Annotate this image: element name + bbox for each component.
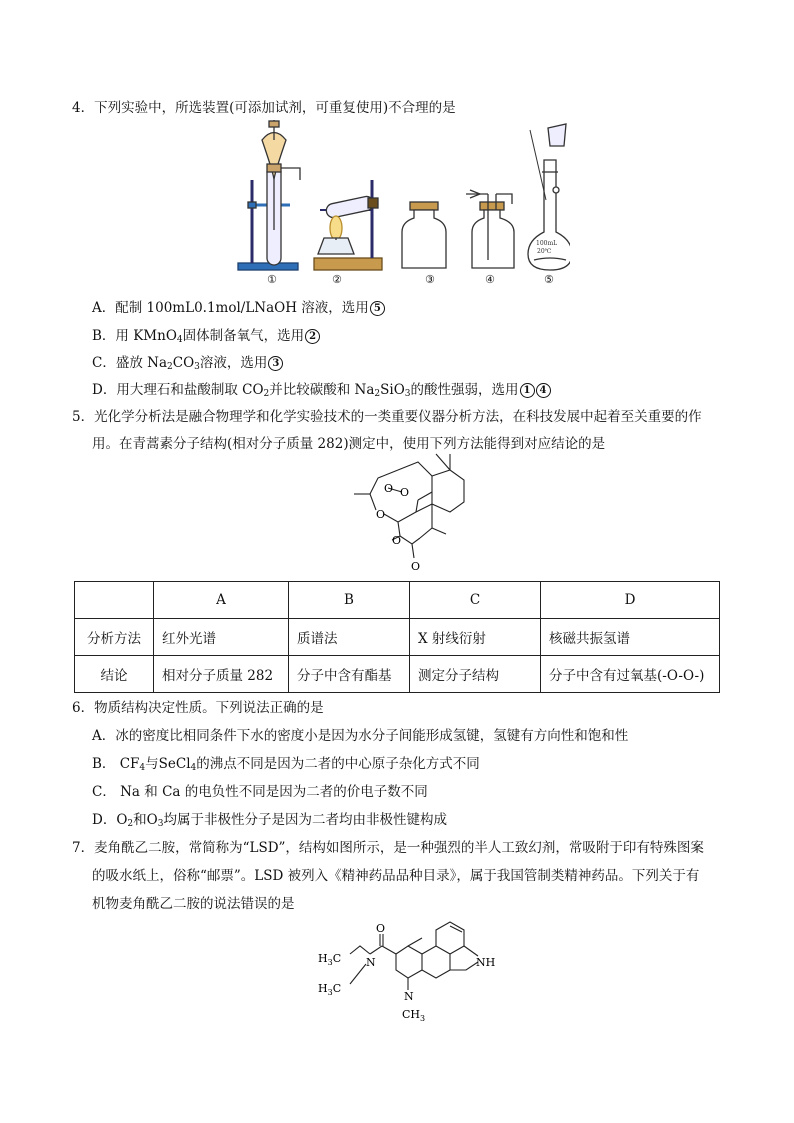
svg-text:O: O [411,560,421,573]
svg-text:O: O [376,922,386,935]
svg-text:O: O [384,482,394,495]
svg-text:NH: NH [476,956,496,969]
q5-stem-line2: 用。在青蒿素分子结构(相对分子质量 282)测定中，使用下列方法能得到对应结论的是 [92,436,606,452]
svg-text:O: O [400,486,410,499]
svg-text:100mL: 100mL [536,240,558,247]
apparatus-label-2: ② [332,273,342,286]
q6-option-c: C． Na 和 Ca 的电负性不同是因为二者的价电子数不同 [92,784,428,800]
q4-option-d: D．用大理石和盐酸制取 $CO_2$并比较碳酸和 $Na_2SiO_3$的酸性强弱，选用 1 4 [92,378,551,398]
q6-stem: 6．物质结构决定性质。下列说法正确的是 [72,700,324,716]
apparatus-label-4: ④ [485,273,495,286]
svg-text:N: N [404,990,414,1003]
apparatus-1 [238,120,300,270]
svg-text:O: O [376,508,386,521]
q7-line1: 7．麦角酰乙二胺，常简称为“LSD”，结构如图所示，是一种强烈的半人工致幻剂，常吸附于印有特殊图案 [72,840,704,856]
q4-option-c: C．盛放 $Na_2CO_3$溶液，选用 3 [92,351,283,371]
q4-option-a: A．配制 100mL0.1mol/LNaOH 溶液，选用 5 [92,296,385,316]
q6-option-b: B． $CF_4$与SeCl$_4$的沸点不同是因为二者的中心原子杂化方式不同 [92,756,480,773]
q5-stem-line1: 5．光化学分析法是融合物理学和化学实验技术的一类重要仪器分析方法，在科技发展中起着至关重要的作 [72,409,702,425]
apparatus-5 [528,124,570,270]
svg-text:N: N [366,956,376,969]
svg-text:O: O [392,534,402,547]
apparatus-3 [402,202,446,268]
q4-option-b: B．用 KMnO$_4$固体制备氧气，选用 2 [92,324,320,344]
q4-stem: 4．下列实验中，所选装置(可添加试剂，可重复使用)不合理的是 [72,100,456,116]
apparatus-label-3: ③ [425,273,435,286]
svg-text:H3C: $H_3C$ [318,952,342,967]
q5-table [74,581,720,693]
svg-text:CH3: $CH_3$ [402,1008,426,1022]
artemisinin-structure [340,452,480,581]
apparatus-label-5: ⑤ [544,273,554,286]
table-row: 分析方法 红外光谱 质谱法 X 射线衍射 核磁共振氢谱 [75,619,720,656]
table-row: 结论 相对分子质量 282 分子中含有酯基 测定分子结构 分子中含有过氧基(-O-O-) [75,656,720,693]
apparatus-label-1: ① [267,273,277,286]
q4-apparatus-figure [230,120,570,294]
table-row: A B C D [75,582,720,619]
apparatus-4 [466,190,514,268]
q6-option-d: D．$O_2$和$O_3$均属于非极性分子是因为二者均由非极性键构成 [92,812,447,829]
apparatus-2 [314,180,382,270]
q7-line3: 机物麦角酰乙二胺的说法错误的是 [92,896,295,912]
q7-line2: 的吸水纸上，俗称“邮票”。LSD 被列入《精神药品品种目录》，属于我国管制类精神药品。下列关于有 [92,868,700,884]
svg-text:20℃: 20℃ [537,248,552,255]
svg-text:H3C: $H_3C$ [318,982,342,997]
lsd-structure [310,914,510,1026]
q6-option-a: A．冰的密度比相同条件下水的密度小是因为水分子间能形成氢键，氢键有方向性和饱和性 [92,728,629,744]
